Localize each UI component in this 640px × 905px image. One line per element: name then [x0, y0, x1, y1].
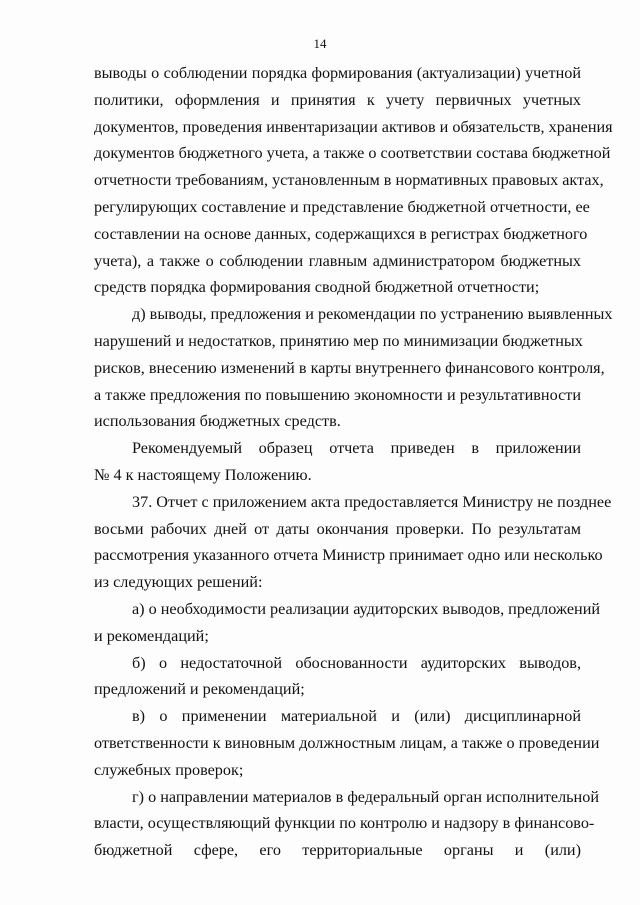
paragraph — [94, 650, 581, 704]
text-line: документов бюджетного учета, а также о соответствии состава бюджетной — [94, 144, 611, 163]
text-line: и рекомендаций; — [94, 626, 209, 645]
text-line: б) о недостаточной обоснованности аудиторских выводов, — [132, 653, 581, 672]
text-line: г) о направлении материалов в федеральный орган исполнительной — [132, 787, 599, 806]
text-line: бюджетной сфере, его территориальные органы и (или) — [94, 841, 581, 860]
paragraph — [94, 784, 599, 864]
text-line: рисков, внесению изменений в карты внутреннего финансового контроля, — [94, 358, 605, 377]
text-line: отчетности требованиям, установленным в нормативных правовых актах, — [94, 171, 604, 190]
text-line: служебных проверок; — [94, 760, 244, 779]
text-line: ответственности к виновным должностным лицам, а также о проведении — [94, 733, 600, 752]
paragraph — [94, 703, 600, 783]
paragraph — [94, 301, 613, 435]
text-line: а также предложения по повышению экономности и результативности — [94, 385, 581, 404]
text-line: составлении на основе данных, содержащихся в регистрах бюджетного — [94, 224, 588, 243]
text-line: № 4 к настоящему Положению. — [94, 465, 312, 484]
paragraph — [94, 596, 601, 650]
text-line: Рекомендуемый образец отчета приведен в приложении — [132, 439, 581, 458]
text-line: выводы о соблюдении порядка формирования (актуализации) учетной — [94, 64, 581, 82]
paragraph — [94, 60, 613, 301]
text-line: регулирующих составление и представление бюджетной отчетности, ее — [94, 197, 590, 216]
text-line: предложений и рекомендаций; — [94, 680, 305, 699]
page-number: 14 — [313, 36, 327, 51]
text-line: а) о необходимости реализации аудиторских выводов, предложений — [132, 599, 601, 618]
text-line: нарушений и недостатков, принятию мер по минимизации бюджетных — [94, 331, 583, 350]
text-line: д) выводы, предложения и рекомендации по устранению выявленных — [132, 305, 613, 324]
text-line: средств порядка формирования сводной бюджетной отчетности; — [94, 278, 540, 297]
text-line: восьми рабочих дней от даты окончания проверки. По результатам — [94, 519, 581, 538]
paragraph — [94, 489, 612, 596]
text-line: 37. Отчет с приложением акта предоставляется Министру не позднее — [132, 492, 612, 511]
text-line: власти, осуществляющий функции по контролю и надзору в финансово- — [94, 814, 595, 833]
text-line: политики, оформления и принятия к учету первичных учетных — [94, 90, 581, 109]
text-line: из следующих решений: — [94, 573, 263, 592]
text-line: использования бюджетных средств. — [94, 412, 341, 431]
document-body — [94, 60, 613, 864]
text-line: учета), а также о соблюдении главным администратором бюджетных — [94, 251, 581, 270]
text-line: рассмотрения указанного отчета Министр принимает одно или несколько — [94, 546, 603, 565]
text-line: документов, проведения инвентаризации активов и обязательств, хранения — [94, 117, 613, 136]
paragraph — [94, 435, 581, 489]
text-line: в) о применении материальной и (или) дисциплинарной — [132, 707, 581, 726]
